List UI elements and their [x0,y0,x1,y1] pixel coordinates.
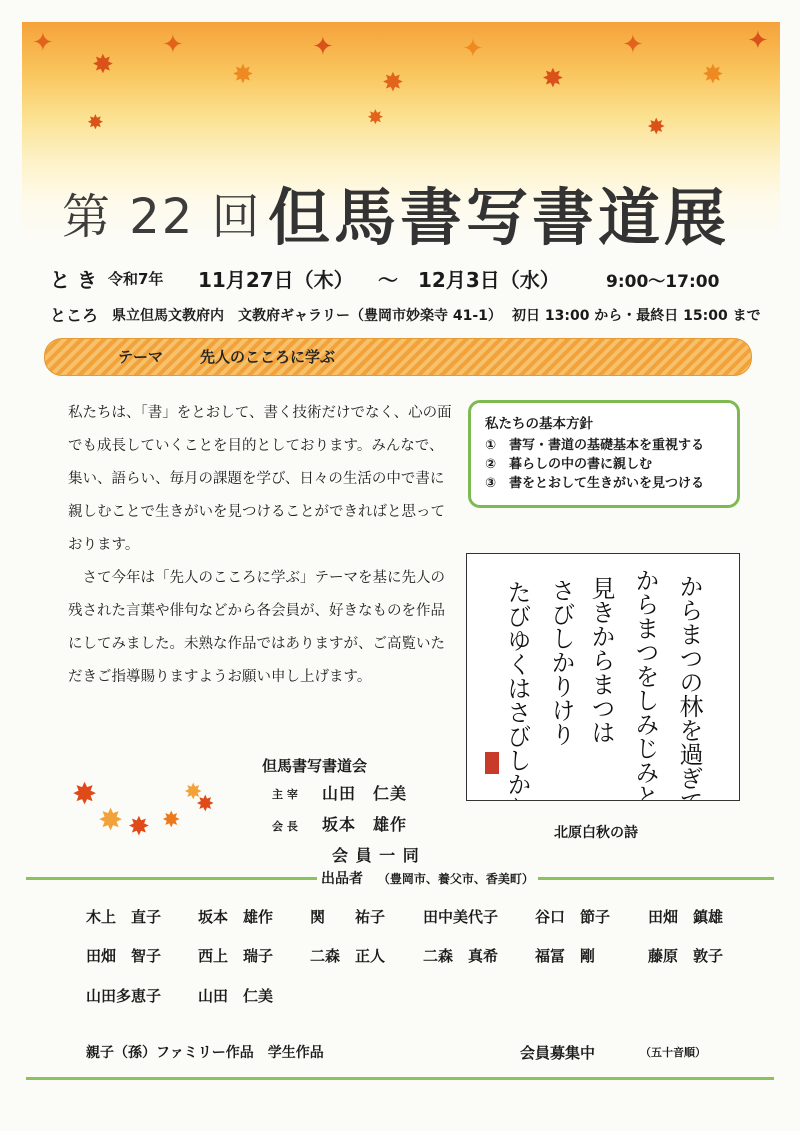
policy-item: ③ 書をとおして生きがいを見つける [485,476,705,491]
calligraphy-column: さびしかりけり [547,578,575,746]
calligraphy-column: 見きからまつは [587,576,615,744]
members-all: 会 員 一 同 [332,846,420,865]
exhibitors-title: 出品者 [321,871,363,887]
schedule-start: 11月27日（木） [198,268,354,292]
venue-note: 初日 13:00 から・最終日 15:00 まで [512,308,761,324]
schedule-tilde: ～ [378,268,398,292]
calligraphy-svg [467,554,739,800]
calligraphy-column: からまつの林を過ぎて [675,574,703,800]
calligraphy-column: たびゆくはさびしかりけり [503,580,531,800]
maple-leaf-icon: ✸ [92,50,114,80]
exhibitors-areas: （豊岡市、養父市、香美町） [377,872,534,886]
maple-leaf-icon: ✦ [462,34,484,64]
family-works-note: 親子（孫）ファミリー作品 学生作品 [86,1045,324,1061]
exhibitor-name: 関 祐子 [310,908,386,926]
policy-item: ① 書写・書道の基礎基本を重視する [485,438,705,453]
host-role: 主 宰 [272,788,298,801]
calligraphy-column: からまつをしみじみと [631,568,659,800]
policy-title: 私たちの基本方針 [485,416,593,432]
maple-leaf-icon: ✸ [367,105,384,129]
member-recruit-note: 会員募集中 [520,1044,596,1062]
schedule-end: 12月3日（水） [418,268,560,292]
schedule-era: 令和7年 [108,270,164,288]
policy-box [468,400,740,508]
maple-leaf-icon: ✸ [98,803,124,838]
theme-label: テーマ [118,348,164,366]
maple-leaf-icon: ✸ [647,115,666,140]
maple-leaf-icon: ✸ [72,777,98,812]
chair-role: 会 長 [272,820,298,833]
maple-leaf-icon: ✸ [382,68,404,98]
exhibitor-name: 山田多恵子 [86,987,162,1005]
exhibitor-name: 山田 仁美 [198,987,274,1005]
maple-leaf-icon: ✸ [196,792,215,817]
exhibitor-name: 坂本 雄作 [198,908,274,926]
policy-item: ② 暮らしの中の書に親しむ [485,457,653,472]
maple-leaf-icon: ✦ [162,30,184,60]
exhibitor-name: 二森 正人 [310,947,386,965]
maple-leaf-icon: ✸ [128,812,150,842]
maple-leaf-icon: ✸ [542,64,564,94]
exhibition-title: 但馬書写書道展 [268,181,731,254]
maple-leaf-icon: ✸ [87,110,104,134]
divider-line [26,1077,774,1080]
exhibitor-name: 西上 瑞子 [198,947,274,965]
maple-leaf-icon: ✸ [184,780,203,805]
maple-leaf-icon: ✦ [747,26,769,56]
exhibitor-name: 田畑 智子 [86,947,162,965]
maple-leaf-icon: ✦ [622,30,644,60]
maple-leaf-icon: ✦ [312,32,334,62]
intro-text [68,397,453,694]
host-name: 山田 仁美 [322,784,408,803]
exhibitor-name: 田畑 鎮雄 [648,908,724,926]
maple-leaf-icon: ✸ [232,60,254,90]
calligraphy-caption: 北原白秋の詩 [554,825,638,841]
intro-paragraph-2: さて今年は「先人のこころに学ぶ」テーマを基に先人の残された言葉や俳句などから各会員が、好きなものを作品にしてみました。未熟な作品ではありますが、ご高覧いただきご指導賜りますようお願い申し上げます。 [68,570,445,685]
exhibitor-name: 田中美代子 [423,908,499,926]
calligraphy-artwork [466,553,740,801]
intro-paragraph-1: 私たちは、「書」をとおして、書く技術だけでなく、心の面でも成長していくことを目的としております。みんなで、集い、語らい、毎月の課題を学び、日々の生活の中で書に親しむことで生きがいを見つけることができればと思っております。 [68,405,452,553]
schedule-label: と き [50,268,97,292]
exhibitor-name: 二森 真希 [423,947,499,965]
venue-place: 県立但馬文教府内 文教府ギャラリー（豊岡市妙楽寺 41-1） [112,308,502,324]
maple-leaf-icon: ✸ [162,808,181,833]
venue-label: ところ [50,306,99,325]
theme-text: 先人のこころに学ぶ [200,348,336,366]
maple-leaf-icon: ✸ [702,60,724,90]
leaves-decoration [72,777,222,850]
organization-name: 但馬書写書道会 [262,757,368,775]
exhibitor-name: 福冨 剛 [535,947,596,965]
alphabetical-order-note: （五十音順） [640,1046,706,1059]
chair-name: 坂本 雄作 [322,815,408,834]
exhibitors-heading [317,868,538,888]
schedule-hours: 9:00～17:00 [606,272,720,292]
exhibitor-name: 木上 直子 [86,908,162,926]
exhibitor-name: 藤原 敦子 [648,947,724,965]
exhibitor-name: 谷口 節子 [535,908,611,926]
edition-number: 第 22 回 [62,189,262,245]
artist-seal [485,752,499,774]
maple-leaf-icon: ✦ [32,28,54,58]
